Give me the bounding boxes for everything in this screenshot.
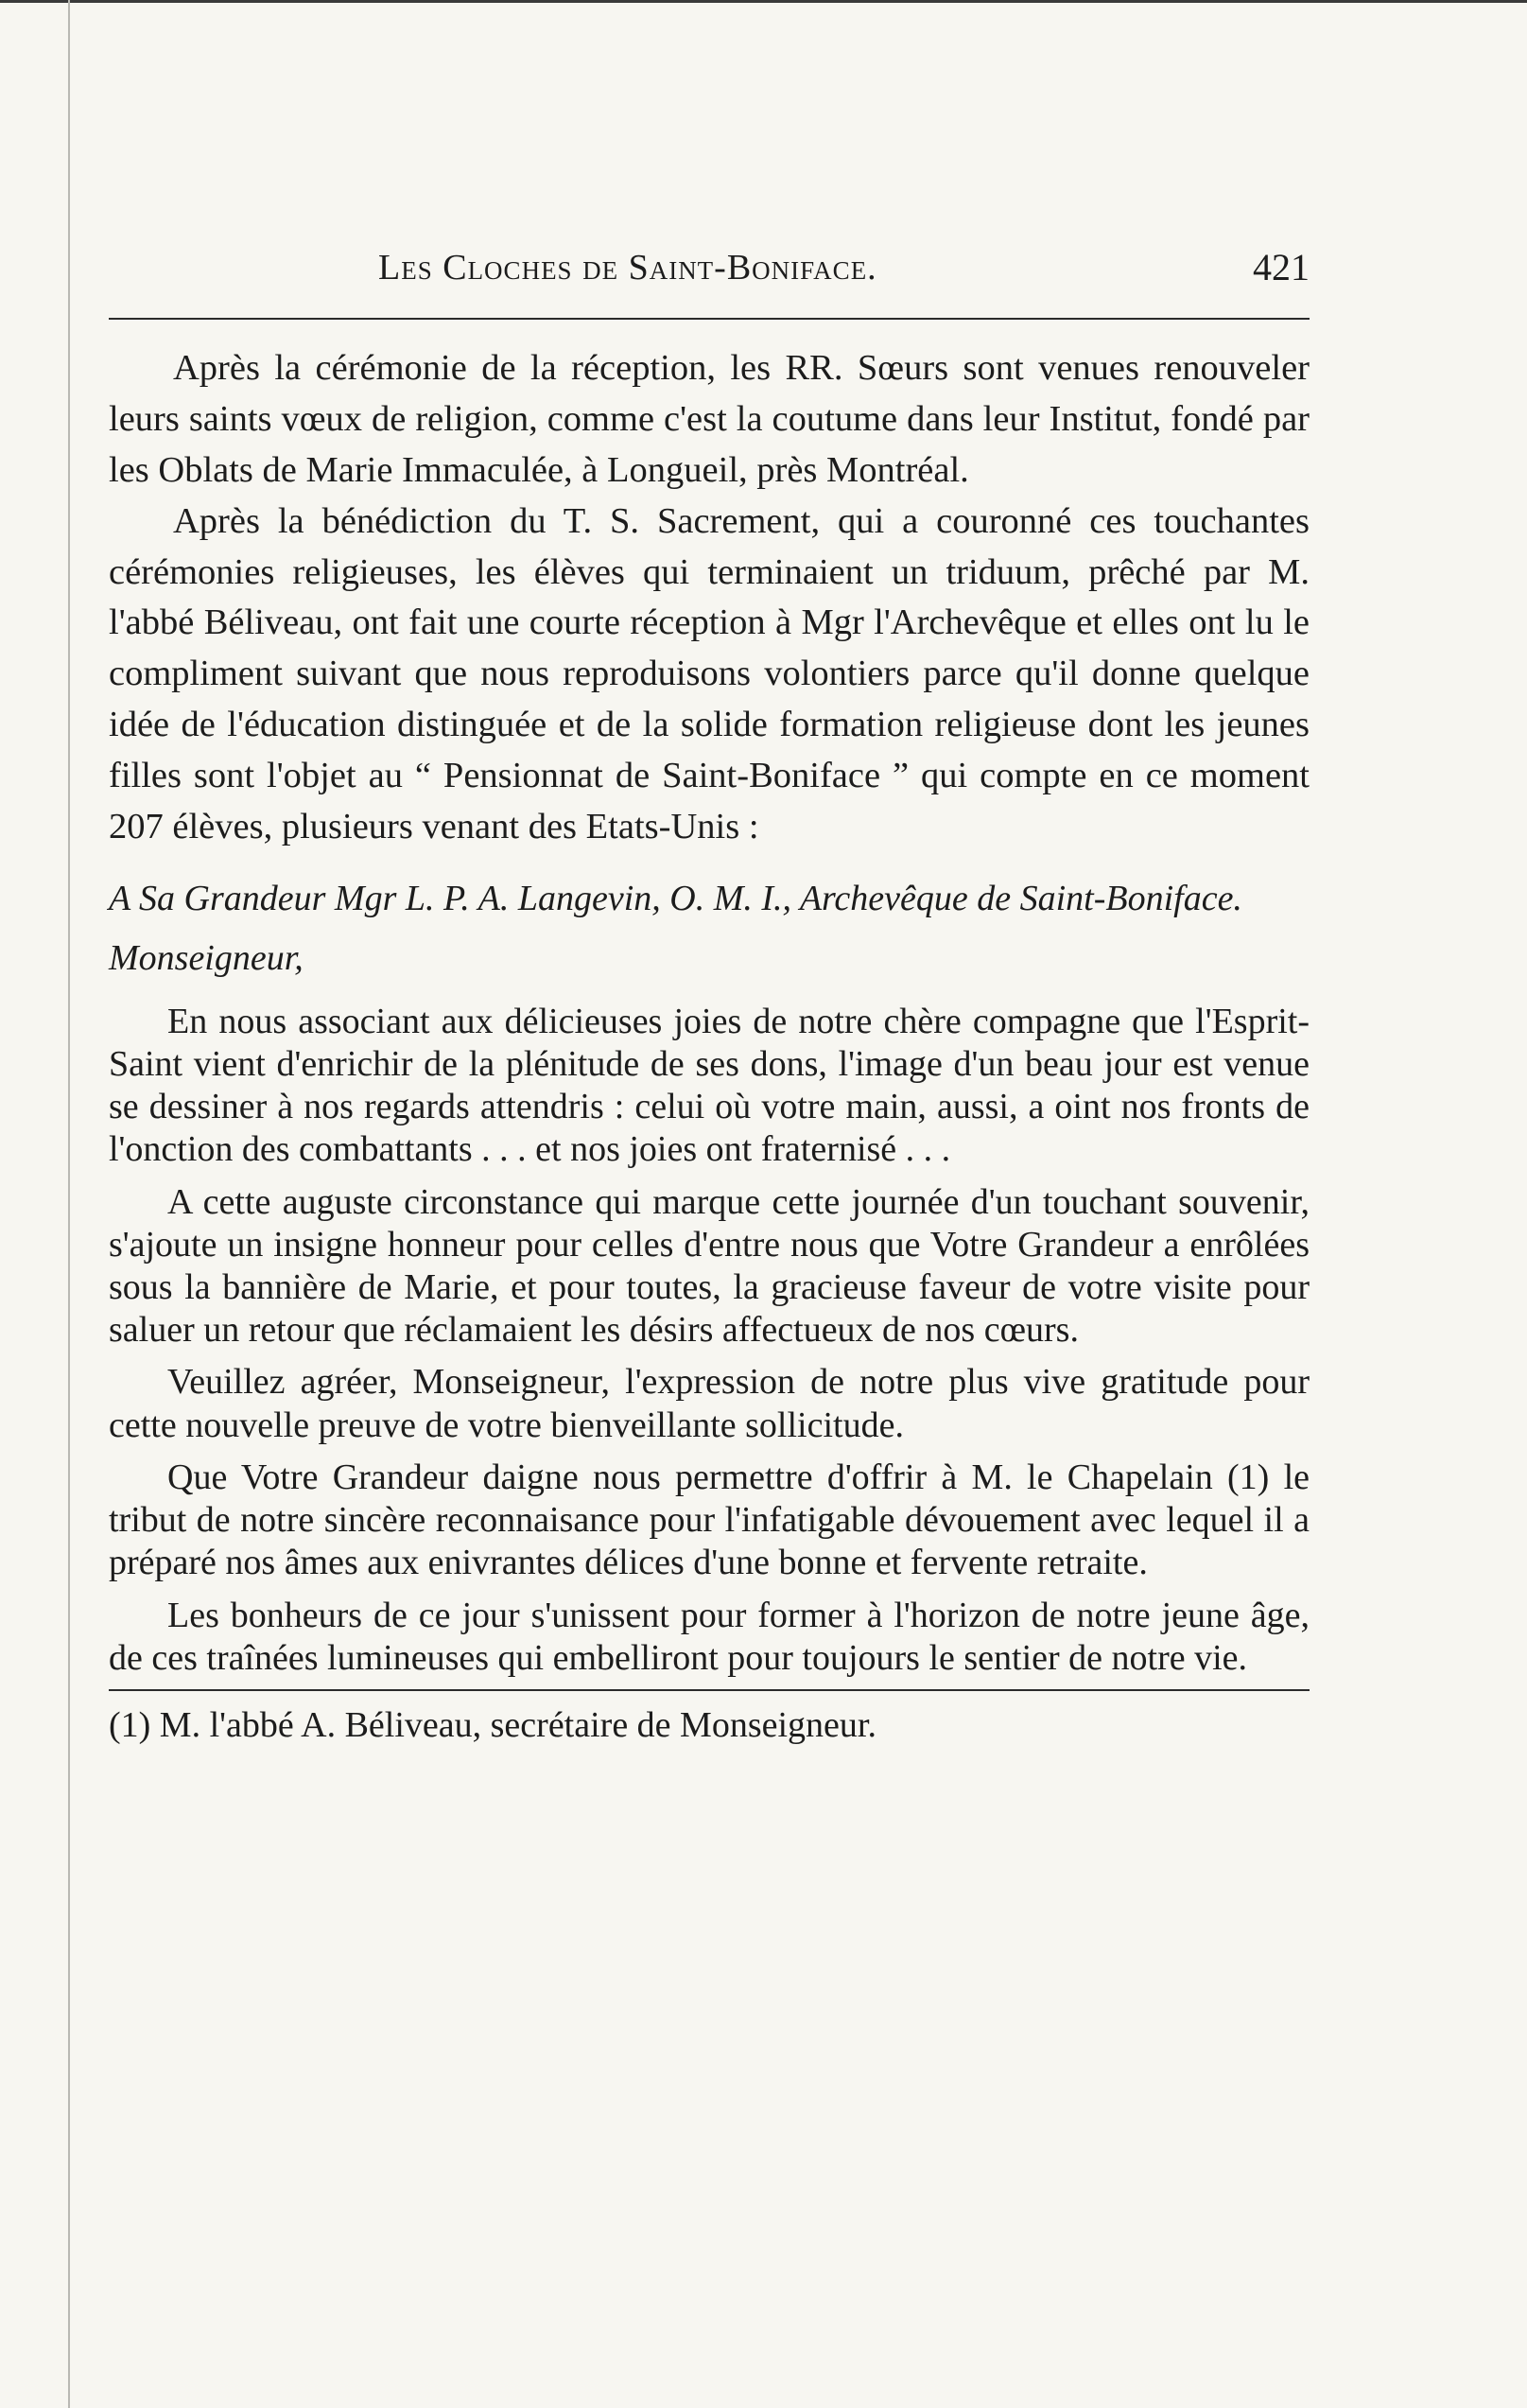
page-left-edge: [68, 0, 70, 2408]
footnote: (1) M. l'abbé A. Béliveau, secrétaire de Monseigneur.: [109, 1705, 876, 1745]
letter-salutation: Monseigneur,: [109, 937, 304, 978]
letter-address: A Sa Grandeur Mgr L. P. A. Langevin, O. M. I., Archevêque de Saint-Boniface.: [109, 878, 1242, 918]
paragraph: Après la cérémonie de la réception, les RR. Sœurs sont venues renouveler leurs saints vœux de religion, comme c'est la coutume dans leur Institut, fondé par les Oblats de Marie Immaculée, à Longueil, près Montréal.: [109, 348, 1310, 490]
running-head: [109, 241, 1310, 298]
body-text: [109, 343, 1310, 1751]
letter-paragraph: Que Votre Grandeur daigne nous permettre d'offrir à M. le Chapelain (1) le tribut de notre sincère reconnaisance pour l'infatigable dévouement avec lequel il a préparé nos âmes aux enivrantes délices d'une bonne et fervente retraite.: [109, 1457, 1310, 1583]
letter-paragraph: Veuillez agréer, Monseigneur, l'expression de notre plus vive gratitude pour cette nouvelle preuve de votre bienveillante sollicitude.: [109, 1362, 1310, 1445]
footnote-rule: [109, 1689, 1310, 1691]
page-top-edge: [0, 0, 1527, 3]
book-page: [109, 241, 1310, 1745]
letter-paragraph: En nous associant aux délicieuses joies de notre chère compagne que l'Esprit-Saint vient d'enrichir de la plénitude de ses dons, l'image d'un beau jour est venue se dessiner à nos regards attendris : celui où votre main, aussi, a oint nos fronts de l'onction des combattants . . . et nos joies ont fraternisé . . .: [109, 1001, 1310, 1170]
page-number: 421: [1253, 246, 1310, 288]
letter-paragraph: Les bonheurs de ce jour s'unissent pour former à l'horizon de notre jeune âge, de ces traînées lumineuses qui embelliront pour toujours le sentier de notre vie.: [109, 1595, 1310, 1678]
letter-body: [109, 1001, 1310, 1680]
letter-paragraph: A cette auguste circonstance qui marque cette journée d'un touchant souvenir, s'ajoute un insigne honneur pour celles d'entre nous que Votre Grandeur a enrôlées sous la bannière de Marie, et pour toutes, la gracieuse faveur de votre visite pour saluer un retour que réclamaient les désirs affectueux de nos cœurs.: [109, 1181, 1310, 1351]
running-title: Les Cloches de Saint-Boniface.: [378, 248, 877, 288]
paragraph: Après la bénédiction du T. S. Sacrement, qui a couronné ces touchantes cérémonies religieuses, les élèves qui terminaient un triduum, prêché par M. l'abbé Béliveau, ont fait une courte réception à Mgr l'Archevêque et elles ont lu le compliment suivant que nous reproduisons volontiers parce qu'il donne quelque idée de l'éducation distinguée et de la solide formation religieuse dont les jeunes filles sont l'objet au “ Pensionnat de Saint-Boniface ” qui compte en ce moment 207 élèves, plusieurs venant des Etats-Unis :: [109, 500, 1310, 847]
header-rule: [109, 318, 1310, 320]
